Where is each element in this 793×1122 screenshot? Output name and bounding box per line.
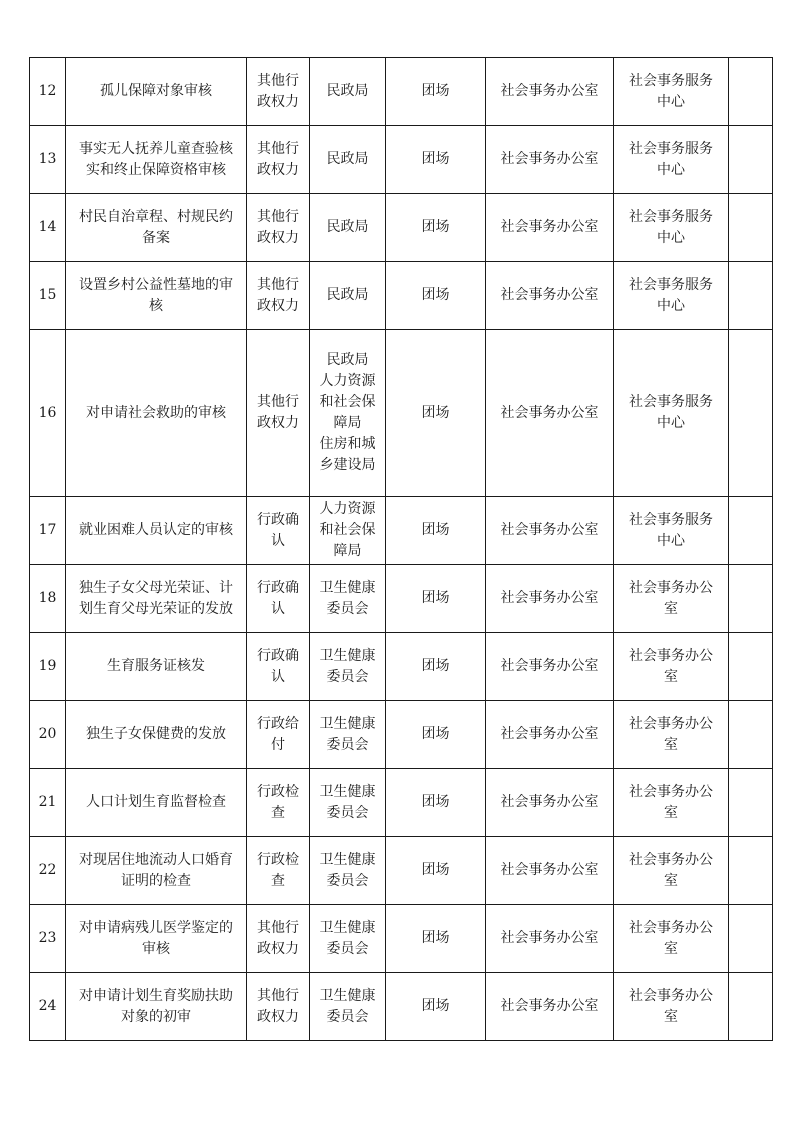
item-name-cell xyxy=(66,497,247,565)
office-cell: 社会事务办公室 xyxy=(486,330,614,497)
item-name-cell-line: 审核 xyxy=(142,940,170,957)
level-cell: 团场 xyxy=(386,565,486,633)
power-type-cell-line: 政权力 xyxy=(257,297,299,314)
table-row xyxy=(30,58,773,126)
department-cell-line: 卫生健康 xyxy=(319,647,376,664)
row-number-cell: 19 xyxy=(30,633,66,701)
department-cell xyxy=(310,769,386,837)
row-number-cell: 21 xyxy=(30,769,66,837)
department-cell-line: 民政局 xyxy=(326,219,369,235)
service-center-cell-line: 中心 xyxy=(657,93,685,110)
item-name-cell-line: 对申请病残儿医学鉴定的 xyxy=(79,919,233,936)
department-cell-line: 人力资源 xyxy=(319,501,376,517)
power-type-cell-line: 认 xyxy=(271,668,285,685)
note-cell xyxy=(729,58,773,126)
item-name-cell xyxy=(66,330,247,497)
power-type-cell-line: 行政确 xyxy=(257,511,299,528)
service-center-cell-line: 社会事务服务 xyxy=(629,276,713,293)
power-type-cell xyxy=(247,769,310,837)
row-number-cell: 18 xyxy=(30,565,66,633)
power-type-cell xyxy=(247,58,310,126)
service-center-cell-line: 室 xyxy=(664,804,678,821)
level-cell: 团场 xyxy=(386,633,486,701)
level-cell: 团场 xyxy=(386,973,486,1041)
department-cell-line: 委员会 xyxy=(326,804,369,821)
table-row xyxy=(30,769,773,837)
item-name-cell xyxy=(66,837,247,905)
item-name-cell-line: 生育服务证核发 xyxy=(107,658,205,674)
service-center-cell xyxy=(614,497,729,565)
office-cell: 社会事务办公室 xyxy=(486,194,614,262)
item-name-cell-line: 独生子女保健费的发放 xyxy=(86,726,226,742)
level-cell: 团场 xyxy=(386,330,486,497)
item-name-cell-line: 对象的初审 xyxy=(121,1008,191,1025)
power-type-cell xyxy=(247,905,310,973)
department-cell-line: 人力资源 xyxy=(319,373,376,389)
department-cell xyxy=(310,58,386,126)
service-center-cell xyxy=(614,58,729,126)
department-cell-line: 委员会 xyxy=(326,940,369,957)
item-name-cell-line: 村民自治章程、村规民约 xyxy=(79,208,233,225)
department-cell-line: 卫生健康 xyxy=(319,783,376,800)
note-cell xyxy=(729,330,773,497)
power-type-cell-line: 认 xyxy=(271,532,285,549)
department-cell-line: 委员会 xyxy=(326,872,369,889)
item-name-cell-line: 对现居住地流动人口婚育 xyxy=(79,851,233,868)
service-center-cell-line: 社会事务服务 xyxy=(629,208,713,225)
service-center-cell-line: 中心 xyxy=(657,161,685,178)
table-row xyxy=(30,973,773,1041)
department-cell-line: 障局 xyxy=(333,415,362,431)
service-center-cell xyxy=(614,565,729,633)
item-name-cell xyxy=(66,701,247,769)
item-name-cell xyxy=(66,126,247,194)
power-type-cell-line: 政权力 xyxy=(257,415,299,431)
service-center-cell xyxy=(614,837,729,905)
department-cell-line: 委员会 xyxy=(326,736,369,753)
note-cell xyxy=(729,633,773,701)
office-cell: 社会事务办公室 xyxy=(486,497,614,565)
row-number-cell: 12 xyxy=(30,58,66,126)
service-center-cell-line: 中心 xyxy=(657,297,685,314)
row-number-cell: 13 xyxy=(30,126,66,194)
office-cell: 社会事务办公室 xyxy=(486,769,614,837)
level-cell: 团场 xyxy=(386,126,486,194)
department-cell xyxy=(310,633,386,701)
office-cell: 社会事务办公室 xyxy=(486,58,614,126)
power-type-cell-line: 其他行 xyxy=(257,276,299,293)
service-center-cell xyxy=(614,330,729,497)
service-center-cell-line: 室 xyxy=(664,872,678,889)
note-cell xyxy=(729,126,773,194)
service-center-cell xyxy=(614,973,729,1041)
note-cell xyxy=(729,905,773,973)
power-type-cell-line: 行政给 xyxy=(257,715,299,732)
office-cell: 社会事务办公室 xyxy=(486,701,614,769)
service-center-cell-line: 中心 xyxy=(657,415,685,431)
item-name-cell xyxy=(66,58,247,126)
table-row xyxy=(30,262,773,330)
level-cell: 团场 xyxy=(386,58,486,126)
power-type-cell xyxy=(247,973,310,1041)
power-type-cell xyxy=(247,701,310,769)
service-center-cell-line: 社会事务办公 xyxy=(629,783,713,800)
power-type-cell xyxy=(247,262,310,330)
row-number-cell: 17 xyxy=(30,497,66,565)
item-name-cell-line: 孤儿保障对象审核 xyxy=(100,83,212,99)
department-cell xyxy=(310,194,386,262)
service-center-cell-line: 社会事务服务 xyxy=(629,140,713,157)
item-name-cell-line: 划生育父母光荣证的发放 xyxy=(79,600,233,617)
item-name-cell-line: 对申请计划生育奖励扶助 xyxy=(79,987,233,1004)
item-name-cell-line: 独生子女父母光荣证、计 xyxy=(79,579,233,596)
item-name-cell-line: 就业困难人员认定的审核 xyxy=(79,522,233,538)
row-number-cell: 14 xyxy=(30,194,66,262)
power-type-cell-line: 政权力 xyxy=(257,1008,299,1025)
service-center-cell-line: 中心 xyxy=(657,532,685,549)
service-center-cell xyxy=(614,701,729,769)
power-type-cell-line: 认 xyxy=(271,600,285,617)
department-cell xyxy=(310,497,386,565)
power-type-cell-line: 其他行 xyxy=(257,208,299,225)
level-cell: 团场 xyxy=(386,701,486,769)
table-row xyxy=(30,837,773,905)
service-center-cell-line: 社会事务办公 xyxy=(629,919,713,936)
power-type-cell-line: 行政确 xyxy=(257,579,299,596)
department-cell xyxy=(310,973,386,1041)
row-number-cell: 15 xyxy=(30,262,66,330)
power-type-cell-line: 其他行 xyxy=(257,72,299,89)
item-name-cell-line: 核 xyxy=(149,297,163,314)
item-name-cell-line: 对申请社会救助的审核 xyxy=(86,404,226,421)
power-type-cell-line: 其他行 xyxy=(257,394,299,410)
department-cell-line: 委员会 xyxy=(326,1008,369,1025)
row-number-cell: 22 xyxy=(30,837,66,905)
office-cell: 社会事务办公室 xyxy=(486,905,614,973)
item-name-cell xyxy=(66,769,247,837)
power-type-cell xyxy=(247,194,310,262)
item-name-cell xyxy=(66,262,247,330)
item-name-cell-line: 人口计划生育监督检查 xyxy=(86,794,226,810)
power-type-cell-line: 政权力 xyxy=(257,93,299,110)
row-number-cell: 16 xyxy=(30,330,66,497)
table-body xyxy=(30,58,773,1041)
power-type-cell-line: 其他行 xyxy=(257,140,299,157)
table-row xyxy=(30,905,773,973)
table-row xyxy=(30,126,773,194)
service-center-cell-line: 社会事务办公 xyxy=(629,851,713,868)
power-type-cell-line: 行政检 xyxy=(257,783,299,800)
table-row xyxy=(30,194,773,262)
power-type-cell-line: 政权力 xyxy=(257,940,299,957)
table-row xyxy=(30,497,773,565)
power-type-cell xyxy=(247,837,310,905)
department-cell-line: 和社会保 xyxy=(319,522,376,538)
power-type-cell xyxy=(247,330,310,497)
department-cell-line: 民政局 xyxy=(326,83,369,99)
item-name-cell-line: 设置乡村公益性墓地的审 xyxy=(79,276,233,293)
row-number-cell: 24 xyxy=(30,973,66,1041)
note-cell xyxy=(729,973,773,1041)
office-cell: 社会事务办公室 xyxy=(486,565,614,633)
service-center-cell-line: 社会事务办公 xyxy=(629,579,713,596)
office-cell: 社会事务办公室 xyxy=(486,262,614,330)
power-type-cell-line: 查 xyxy=(271,872,285,889)
note-cell xyxy=(729,565,773,633)
table-row xyxy=(30,330,773,497)
department-cell xyxy=(310,837,386,905)
power-type-cell-line: 其他行 xyxy=(257,919,299,936)
service-center-cell xyxy=(614,126,729,194)
department-cell-line: 和社会保 xyxy=(319,394,376,410)
item-name-cell-line: 事实无人抚养儿童查验核 xyxy=(79,140,233,157)
table-row xyxy=(30,633,773,701)
service-center-cell-line: 中心 xyxy=(657,229,685,246)
power-type-cell-line: 查 xyxy=(271,804,285,821)
service-center-cell-line: 室 xyxy=(664,940,678,957)
level-cell: 团场 xyxy=(386,905,486,973)
department-cell-line: 卫生健康 xyxy=(319,851,376,868)
service-center-cell-line: 社会事务服务 xyxy=(629,511,713,528)
service-center-cell-line: 室 xyxy=(664,1008,678,1025)
service-center-cell-line: 社会事务办公 xyxy=(629,987,713,1004)
service-center-cell-line: 室 xyxy=(664,600,678,617)
power-type-cell xyxy=(247,565,310,633)
power-type-cell xyxy=(247,633,310,701)
office-cell: 社会事务办公室 xyxy=(486,126,614,194)
item-name-cell xyxy=(66,973,247,1041)
department-cell-line: 民政局 xyxy=(326,287,369,303)
note-cell xyxy=(729,837,773,905)
department-cell-line: 卫生健康 xyxy=(319,579,376,596)
service-center-cell-line: 社会事务办公 xyxy=(629,715,713,732)
department-cell-line: 委员会 xyxy=(326,600,369,617)
power-type-cell xyxy=(247,126,310,194)
department-cell-line: 民政局 xyxy=(326,151,369,167)
note-cell xyxy=(729,497,773,565)
power-type-cell-line: 政权力 xyxy=(257,161,299,178)
department-cell xyxy=(310,701,386,769)
level-cell: 团场 xyxy=(386,769,486,837)
service-center-cell xyxy=(614,905,729,973)
note-cell xyxy=(729,769,773,837)
table-row xyxy=(30,701,773,769)
service-center-cell-line: 室 xyxy=(664,736,678,753)
department-cell-line: 委员会 xyxy=(326,668,369,685)
department-cell xyxy=(310,126,386,194)
department-cell-line: 卫生健康 xyxy=(319,987,376,1004)
department-cell-line: 乡建设局 xyxy=(319,457,376,473)
service-center-cell-line: 社会事务办公 xyxy=(629,647,713,664)
item-name-cell xyxy=(66,633,247,701)
department-cell-line: 卫生健康 xyxy=(319,715,376,732)
power-type-cell-line: 政权力 xyxy=(257,229,299,246)
department-cell-line: 民政局 xyxy=(326,352,369,368)
department-cell xyxy=(310,905,386,973)
item-name-cell-line: 证明的检查 xyxy=(121,872,191,889)
power-type-cell-line: 行政检 xyxy=(257,851,299,868)
service-center-cell-line: 社会事务服务 xyxy=(629,394,713,410)
department-cell xyxy=(310,262,386,330)
office-cell: 社会事务办公室 xyxy=(486,973,614,1041)
item-name-cell-line: 实和终止保障资格审核 xyxy=(86,161,226,178)
power-type-cell-line: 行政确 xyxy=(257,647,299,664)
item-name-cell xyxy=(66,194,247,262)
service-center-cell xyxy=(614,194,729,262)
service-center-cell-line: 室 xyxy=(664,668,678,685)
level-cell: 团场 xyxy=(386,837,486,905)
department-cell-line: 住房和城 xyxy=(319,436,376,452)
department-cell xyxy=(310,330,386,497)
department-cell-line: 卫生健康 xyxy=(319,919,376,936)
office-cell: 社会事务办公室 xyxy=(486,837,614,905)
level-cell: 团场 xyxy=(386,262,486,330)
service-center-cell xyxy=(614,262,729,330)
item-name-cell xyxy=(66,565,247,633)
power-list-table xyxy=(29,57,773,1041)
department-cell xyxy=(310,565,386,633)
power-type-cell-line: 付 xyxy=(271,736,285,753)
level-cell: 团场 xyxy=(386,497,486,565)
row-number-cell: 23 xyxy=(30,905,66,973)
service-center-cell xyxy=(614,769,729,837)
department-cell-line: 障局 xyxy=(333,543,362,559)
service-center-cell xyxy=(614,633,729,701)
item-name-cell xyxy=(66,905,247,973)
service-center-cell-line: 社会事务服务 xyxy=(629,72,713,89)
row-number-cell: 20 xyxy=(30,701,66,769)
note-cell xyxy=(729,194,773,262)
level-cell: 团场 xyxy=(386,194,486,262)
note-cell xyxy=(729,262,773,330)
office-cell: 社会事务办公室 xyxy=(486,633,614,701)
table-row xyxy=(30,565,773,633)
note-cell xyxy=(729,701,773,769)
power-type-cell xyxy=(247,497,310,565)
power-type-cell-line: 其他行 xyxy=(257,987,299,1004)
item-name-cell-line: 备案 xyxy=(142,229,170,246)
